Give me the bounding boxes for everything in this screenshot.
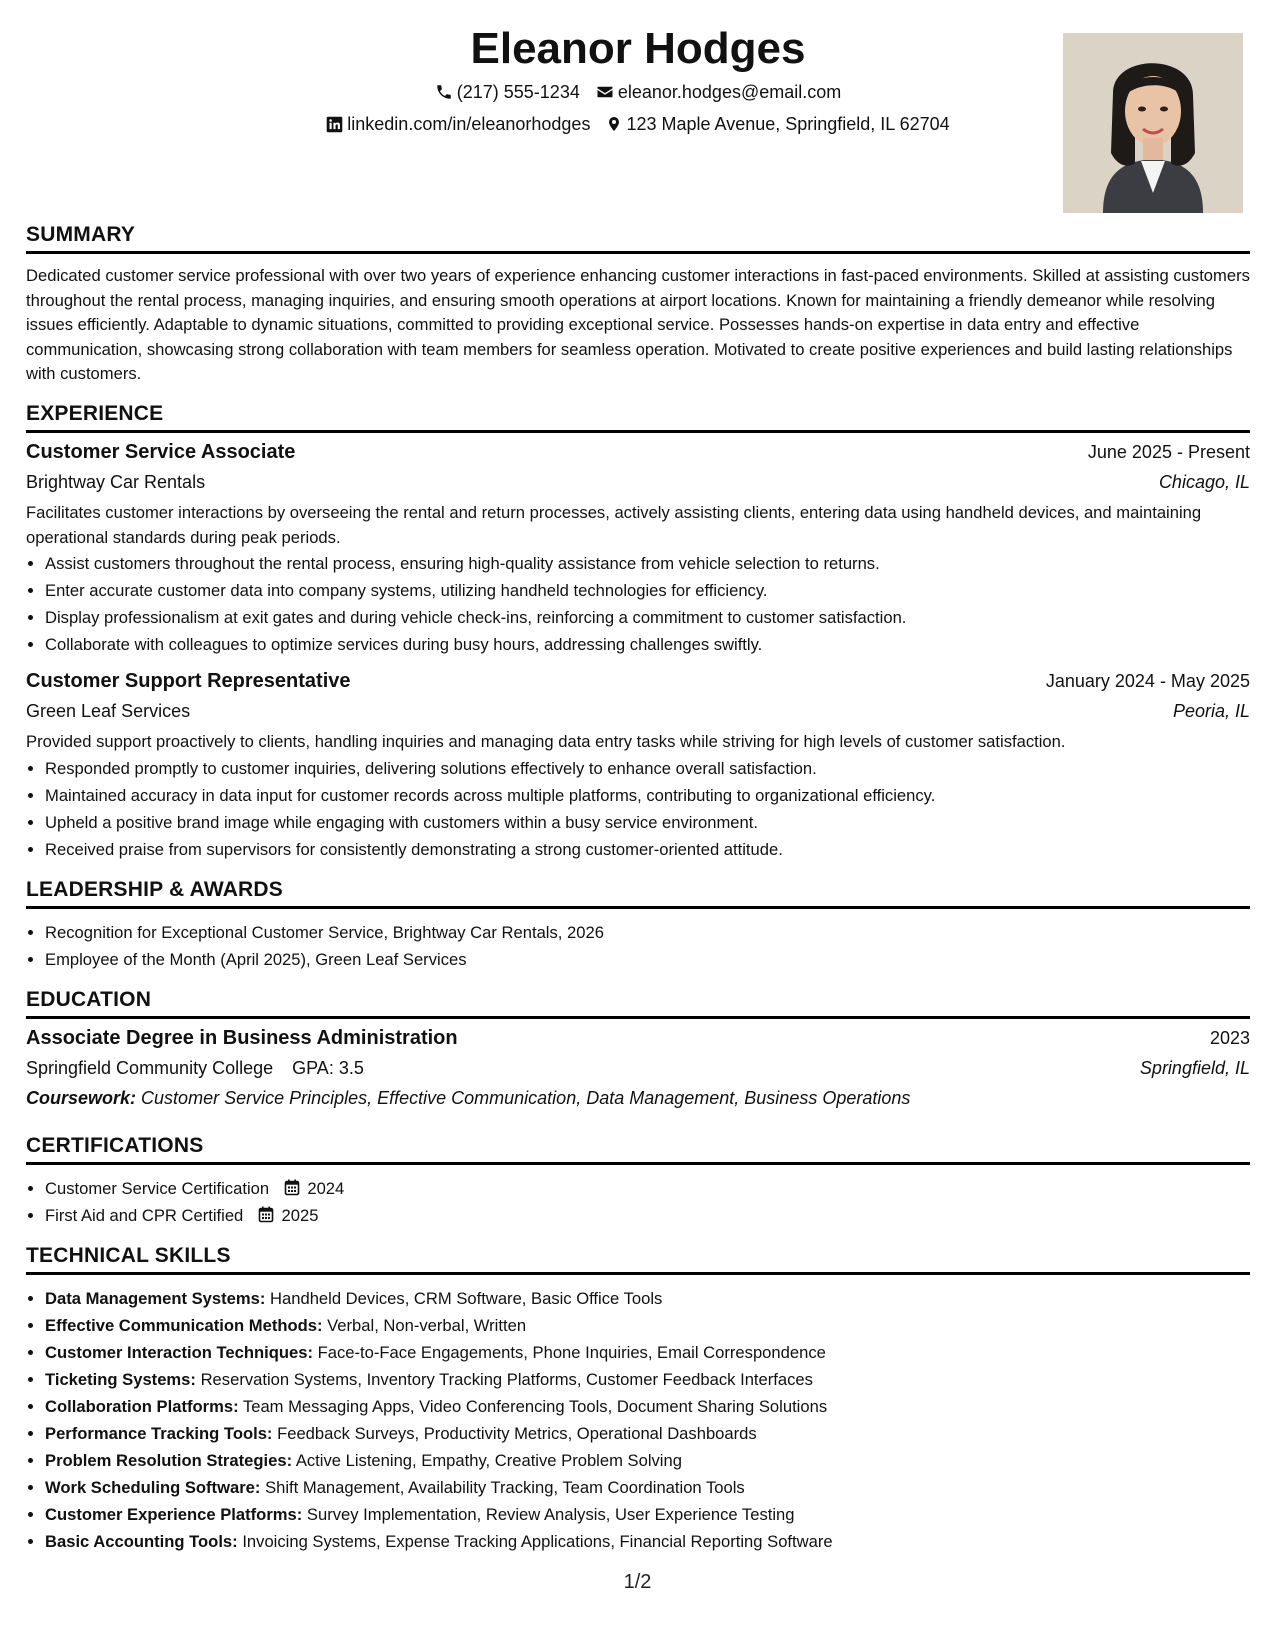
- skills-list: [26, 1285, 1250, 1555]
- cert-year: 2024: [307, 1178, 345, 1198]
- certifications-heading: CERTIFICATIONS: [26, 1133, 1250, 1165]
- job-description: Facilitates customer interactions by overseeing the rental and return processes, actively assisting clients, entering data using handheld devices, and maintaining operational standards during peak periods.: [26, 502, 1202, 547]
- job-entry: [26, 666, 1250, 863]
- awards-heading: LEADERSHIP & AWARDS: [26, 877, 1250, 909]
- list-item: [45, 1447, 1250, 1474]
- school-row: [26, 1053, 1250, 1083]
- cert-name: Customer Service Certification: [45, 1178, 270, 1198]
- experience-section: [26, 401, 1250, 863]
- skill-label: Effective Communication Methods:: [45, 1315, 323, 1335]
- school-location: Springfield, IL: [1139, 1057, 1250, 1078]
- skill-label: Basic Accounting Tools:: [45, 1531, 238, 1551]
- skill-label: Work Scheduling Software:: [45, 1477, 261, 1497]
- list-item: [45, 1312, 1250, 1339]
- envelope-icon: [596, 83, 614, 101]
- portrait-image: [1063, 33, 1243, 213]
- contact-address: [606, 112, 949, 136]
- job-title-row: [26, 666, 1250, 696]
- summary-section: [26, 222, 1250, 387]
- list-item: • Enter accurate customer data into company systems, utilizing handheld technologies for efficiency.: [45, 577, 1250, 604]
- list-item: [45, 1528, 1250, 1555]
- skill-value: Handheld Devices, CRM Software, Basic Office Tools: [270, 1288, 663, 1308]
- skill-value: Reservation Systems, Inventory Tracking Platforms, Customer Feedback Interfaces: [200, 1369, 813, 1389]
- coursework-label: Coursework:: [26, 1087, 137, 1108]
- list-item: [45, 1285, 1250, 1312]
- list-item: • Assist customers throughout the rental process, ensuring high-quality assistance from vehicle selection to returns.: [45, 550, 1250, 577]
- job-location: Chicago, IL: [1158, 471, 1250, 492]
- list-item: • Collaborate with colleagues to optimize services during busy hours, addressing challenges swiftly.: [45, 631, 1250, 658]
- job-bullets: [26, 755, 1250, 863]
- skill-value: Invoicing Systems, Expense Tracking Applications, Financial Reporting Software: [242, 1531, 833, 1551]
- job-org-row: [26, 467, 1250, 497]
- skill-value: Survey Implementation, Review Analysis, User Experience Testing: [306, 1504, 795, 1524]
- cert-year: 2025: [281, 1205, 319, 1225]
- email-text: eleanor.hodges@email.com: [617, 82, 842, 102]
- list-item: [45, 1339, 1250, 1366]
- contact-phone[interactable]: [435, 80, 580, 104]
- graduation-year: 2023: [1209, 1027, 1250, 1048]
- list-item: [45, 1202, 1250, 1229]
- skill-value: Team Messaging Apps, Video Conferencing Tools, Document Sharing Solutions: [242, 1396, 828, 1416]
- job-description: Provided support proactively to clients, handling inquiries and managing data entry tasks while striving for high levels of customer satisfaction.: [26, 732, 1066, 752]
- education-heading: EDUCATION: [26, 987, 1250, 1019]
- skill-label: Ticketing Systems:: [45, 1369, 196, 1389]
- job-bullets: [26, 550, 1250, 658]
- list-item: • Display professionalism at exit gates and during vehicle check-ins, reinforcing a commitment to customer satisfaction.: [45, 604, 1250, 631]
- skill-value: Feedback Surveys, Productivity Metrics, Operational Dashboards: [277, 1423, 757, 1443]
- job-dates: January 2024 - May 2025: [1045, 671, 1250, 692]
- experience-heading: EXPERIENCE: [26, 401, 1250, 433]
- phone-text: (217) 555-1234: [456, 82, 580, 102]
- list-item: • Upheld a positive brand image while engaging with customers within a busy service environment.: [45, 809, 1250, 836]
- job-title: Customer Support Representative: [26, 670, 351, 693]
- school-info: [26, 1053, 364, 1083]
- linkedin-text: linkedin.com/in/eleanorhodges: [347, 114, 591, 134]
- job-company: Brightway Car Rentals: [26, 471, 206, 492]
- address-text: 123 Maple Avenue, Springfield, IL 62704: [626, 114, 950, 134]
- list-item: [45, 1501, 1250, 1528]
- summary-text: Dedicated customer service professional with over two years of experience enhancing customer interactions in fast-paced environments. Skilled at assisting customers throughout the rental process, managing inquiries, and ensuring smooth operations at airport locations. Known for maintaining a friendly demeanor while resolving issues efficiently. Adaptable to dynamic situations, committed to providing exceptional service. Possesses hands-on expertise in data entry and effective communication, showcasing strong collaboration with team members for seamless operation. Motivated to create positive experiences and build lasting relationships with customers.: [26, 266, 1250, 384]
- linkedin-icon: [326, 116, 343, 133]
- list-item: [45, 1366, 1250, 1393]
- certifications-section: [26, 1133, 1250, 1229]
- list-item: [45, 1420, 1250, 1447]
- awards-section: [26, 877, 1250, 973]
- list-item: • Maintained accuracy in data input for customer records across multiple platforms, contributing to organizational efficiency.: [45, 782, 1250, 809]
- cert-name: First Aid and CPR Certified: [45, 1205, 244, 1225]
- job-org-row: [26, 696, 1250, 726]
- skill-value: Verbal, Non-verbal, Written: [327, 1315, 527, 1335]
- list-item: [45, 1474, 1250, 1501]
- list-item: • Employee of the Month (April 2025), Green Leaf Services: [45, 946, 1250, 973]
- degree-title: Associate Degree in Business Administration: [26, 1026, 458, 1049]
- job-title: Customer Service Associate: [26, 440, 296, 463]
- resume-header: [26, 0, 1250, 222]
- skill-label: Customer Experience Platforms:: [45, 1504, 303, 1524]
- resume-page: [26, 0, 1250, 1650]
- phone-icon: [435, 83, 453, 101]
- coursework-text: Customer Service Principles, Effective Communication, Data Management, Business Operations: [141, 1087, 911, 1108]
- skills-section: [26, 1243, 1250, 1555]
- job-dates: June 2025 - Present: [1087, 441, 1250, 462]
- school-name: Springfield Community College: [26, 1057, 274, 1078]
- candidate-name: Eleanor Hodges: [470, 24, 806, 73]
- awards-list: [26, 919, 1250, 973]
- coursework-line: [26, 1083, 1250, 1113]
- job-company: Green Leaf Services: [26, 701, 191, 722]
- calendar-icon: [258, 1206, 274, 1223]
- skills-heading: TECHNICAL SKILLS: [26, 1243, 1250, 1275]
- contact-email[interactable]: [596, 80, 841, 104]
- gpa: GPA: 3.5: [292, 1057, 364, 1078]
- skill-label: Collaboration Platforms:: [45, 1396, 239, 1416]
- list-item: [45, 1175, 1250, 1202]
- skill-value: Active Listening, Empathy, Creative Problem Solving: [295, 1450, 682, 1470]
- profile-photo: [1063, 33, 1243, 213]
- list-item: • Recognition for Exceptional Customer Service, Brightway Car Rentals, 2026: [45, 919, 1250, 946]
- skill-label: Performance Tracking Tools:: [45, 1423, 273, 1443]
- job-title-row: [26, 437, 1250, 467]
- job-location: Peoria, IL: [1172, 701, 1250, 722]
- job-entry: [26, 437, 1250, 658]
- education-section: [26, 987, 1250, 1113]
- contact-linkedin[interactable]: [326, 112, 590, 136]
- degree-row: [26, 1023, 1250, 1053]
- skill-value: Shift Management, Availability Tracking, Team Coordination Tools: [265, 1477, 745, 1497]
- summary-heading: SUMMARY: [26, 222, 1250, 254]
- list-item: [45, 1393, 1250, 1420]
- skill-label: Problem Resolution Strategies:: [45, 1450, 293, 1470]
- list-item: • Received praise from supervisors for consistently demonstrating a strong customer-oriented attitude.: [45, 836, 1250, 863]
- page-number: 1/2: [623, 1571, 652, 1593]
- location-pin-icon: [606, 115, 622, 133]
- list-item: • Responded promptly to customer inquiries, delivering solutions effectively to enhance overall satisfaction.: [45, 755, 1250, 782]
- skill-label: Customer Interaction Techniques:: [45, 1342, 313, 1362]
- calendar-icon: [284, 1179, 300, 1196]
- skill-label: Data Management Systems:: [45, 1288, 266, 1308]
- certifications-list: [26, 1175, 1250, 1229]
- skill-value: Face-to-Face Engagements, Phone Inquiries, Email Correspondence: [317, 1342, 826, 1362]
